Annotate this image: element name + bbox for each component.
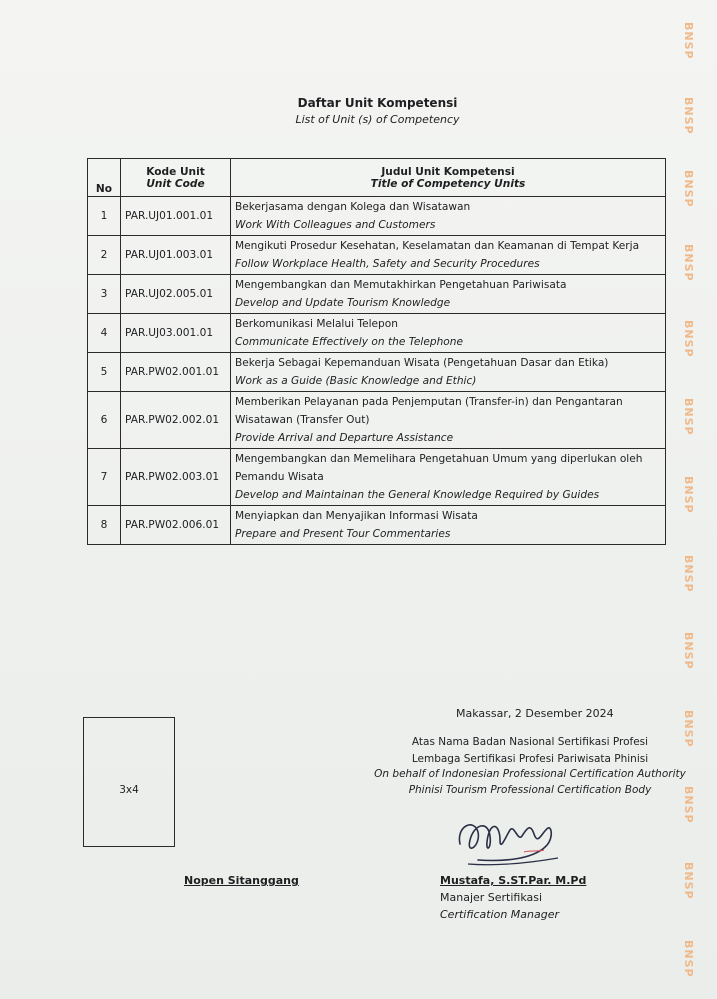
row-no: 1: [88, 197, 121, 236]
table-row: [88, 449, 666, 506]
row-no: 7: [88, 449, 121, 506]
page-subtitle: List of Unit (s) of Competency: [295, 113, 460, 126]
bnsp-watermark: BNSP: [682, 244, 695, 282]
row-unit-code: PAR.PW02.003.01: [121, 449, 231, 506]
unit-title-en: Work as a Guide (Basic Knowledge and Ethic): [235, 375, 477, 387]
header-no: No: [88, 159, 121, 197]
row-unit-title: [231, 353, 666, 392]
table-row: [88, 506, 666, 545]
unit-title-en: Follow Workplace Health, Safety and Security Procedures: [235, 258, 540, 270]
signature-image: [448, 806, 568, 876]
org-line-2: Lembaga Sertifikasi Profesi Pariwisata Phinisi: [411, 753, 649, 765]
table-row: [88, 314, 666, 353]
header-code: Kode Unit Unit Code: [121, 159, 231, 197]
unit-title-id: Bekerja Sebagai Kepemanduan Wisata (Pengetahuan Dasar dan Etika): [235, 357, 609, 369]
bnsp-watermark: BNSP: [682, 632, 695, 670]
signer-role-en: Certification Manager: [440, 908, 560, 921]
unit-title-id: Memberikan Pelayanan pada Penjemputan (Transfer-in) dan Pengantaran Wisatawan (Transfer Out): [235, 396, 623, 426]
page-title: Daftar Unit Kompetensi: [297, 96, 458, 110]
competency-table: [87, 158, 666, 545]
org-line-4: Phinisi Tourism Professional Certification Body: [408, 784, 652, 796]
bnsp-watermark: BNSP: [682, 97, 695, 135]
bnsp-watermark: BNSP: [682, 22, 695, 60]
row-unit-title: [231, 392, 666, 449]
row-no: 2: [88, 236, 121, 275]
unit-title-id: Bekerjasama dengan Kolega dan Wisatawan: [235, 201, 471, 213]
row-unit-code: PAR.UJ02.005.01: [121, 275, 231, 314]
row-unit-code: PAR.PW02.001.01: [121, 353, 231, 392]
table-row: [88, 392, 666, 449]
unit-title-en: Develop and Update Tourism Knowledge: [235, 297, 451, 309]
row-unit-code: PAR.UJ01.001.01: [121, 197, 231, 236]
table-row: [88, 275, 666, 314]
unit-title-id: Mengikuti Prosedur Kesehatan, Keselamatan dan Keamanan di Tempat Kerja: [235, 240, 640, 252]
unit-title-en: Provide Arrival and Departure Assistance: [235, 432, 454, 444]
row-unit-title: [231, 449, 666, 506]
row-unit-title: [231, 197, 666, 236]
row-unit-title: [231, 236, 666, 275]
bnsp-watermark: BNSP: [682, 170, 695, 208]
unit-title-en: Communicate Effectively on the Telephone: [235, 336, 463, 348]
row-unit-title: [231, 506, 666, 545]
holder-name: Nopen Sitanggang: [184, 874, 299, 887]
org-line-3: On behalf of Indonesian Professional Certification Authority: [374, 768, 686, 780]
row-unit-title: [231, 314, 666, 353]
row-no: 8: [88, 506, 121, 545]
bnsp-watermark: BNSP: [682, 320, 695, 358]
bnsp-watermark: BNSP: [682, 398, 695, 436]
header-title: Judul Unit Kompetensi Title of Competency Units: [231, 159, 666, 197]
row-unit-code: PAR.UJ01.003.01: [121, 236, 231, 275]
table-row: [88, 236, 666, 275]
row-no: 6: [88, 392, 121, 449]
bnsp-watermark: BNSP: [682, 555, 695, 593]
table-row: [88, 353, 666, 392]
bnsp-watermark: BNSP: [682, 786, 695, 824]
unit-title-en: Develop and Maintainan the General Knowledge Required by Guides: [235, 489, 600, 501]
org-line-1: Atas Nama Badan Nasional Sertifikasi Profesi: [411, 736, 649, 748]
unit-title-en: Work With Colleagues and Customers: [235, 219, 436, 231]
unit-title-id: Mengembangkan dan Memutakhirkan Pengetahuan Pariwisata: [235, 279, 567, 291]
photo-label: 3x4: [119, 784, 139, 796]
row-no: 5: [88, 353, 121, 392]
bnsp-watermark: BNSP: [682, 710, 695, 748]
bnsp-watermark: BNSP: [682, 476, 695, 514]
photo-placeholder: [83, 717, 175, 847]
table-row: [88, 197, 666, 236]
unit-title-id: Menyiapkan dan Menyajikan Informasi Wisata: [235, 510, 478, 522]
signer-role: Manajer Sertifikasi: [440, 891, 543, 904]
row-no: 4: [88, 314, 121, 353]
unit-title-id: Mengembangkan dan Memelihara Pengetahuan Umum yang diperlukan oleh Pemandu Wisata: [235, 453, 643, 483]
row-unit-code: PAR.PW02.002.01: [121, 392, 231, 449]
table-header-row: [88, 159, 666, 197]
row-unit-code: PAR.PW02.006.01: [121, 506, 231, 545]
bnsp-watermark: BNSP: [682, 940, 695, 978]
row-unit-code: PAR.UJ03.001.01: [121, 314, 231, 353]
unit-title-en: Prepare and Present Tour Commentaries: [235, 528, 451, 540]
row-no: 3: [88, 275, 121, 314]
bnsp-watermark: BNSP: [682, 862, 695, 900]
place-date: Makassar, 2 Desember 2024: [456, 707, 614, 720]
signer-name: Mustafa, S.ST.Par. M.Pd: [440, 874, 587, 887]
row-unit-title: [231, 275, 666, 314]
unit-title-id: Berkomunikasi Melalui Telepon: [235, 318, 398, 330]
